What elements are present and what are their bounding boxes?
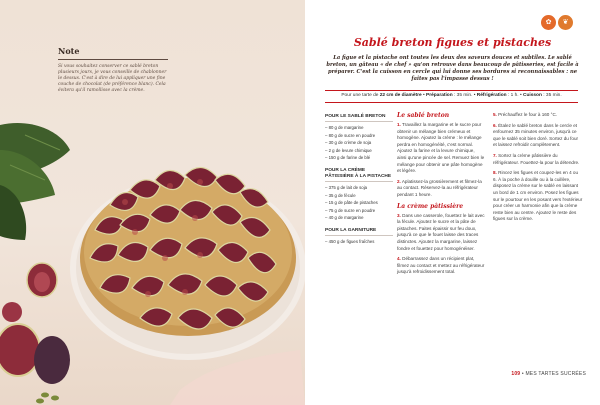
- cook-label: Cuisson: [522, 93, 542, 98]
- fig-leaves: [0, 123, 70, 240]
- info-separator: •: [518, 93, 523, 98]
- step-number: 1.: [397, 122, 401, 127]
- step-text: Rincez les figues et coupez-les en 4 ou 6. À la poche à douille ou à la cuillère, disposez la crème sur le sablé en laissant un bord de 1 cm environ. Posez les figues sur le pourtour en les posant vers l'extérieur pour créer un harmonie afin que la crème reste bien au centre. Ajoutez le reste des figues sur la crème.: [493, 170, 583, 222]
- step-5: [493, 112, 583, 119]
- ingredient-item: – 2 g de levure chimique: [325, 147, 372, 153]
- ingredient-item: – 40 g de margarine: [325, 215, 364, 221]
- step-4: [397, 256, 485, 276]
- page-footer: [511, 371, 586, 377]
- ingredient-group: [325, 114, 393, 162]
- prep-value: : 35 min.: [452, 93, 473, 98]
- step-text: Étalez le sablé breton dans le cercle et enfournez 35 minutes environ, jusqu'à ce que le sablé soit bien doré. Sortez du four et laissez refroidir complètement.: [493, 122, 579, 148]
- recipe-intro: La figue et la pistache ont toutes les deux des saveurs douces et subtiles. Le sablé breton, un gâteau « de chef » qu'on retrouve dans beaucoup de pâtisseries, est facile à préparer. C'est la cuisson en cercle qui lui donne ses bordures si reconnaissables : ne faites pas l'impasse dessus !: [326, 55, 579, 82]
- ingredient-group: [325, 228, 393, 246]
- step-number: 7.: [493, 152, 497, 158]
- right-page-recipe: [305, 0, 600, 405]
- step-text: Travaillez la margarine et le sucre pour obtenir un mélange bien crémeux et homogène. Ajoutez la crème : le mélange perdra en homogénéité, c'est normal. Ajoutez la farine et la levure chimique, ainsi qu'une pincée de sel. Remuez bien le mélange pour obtenir une pâte homogène et légère.: [397, 122, 485, 174]
- pistachios: [36, 393, 59, 404]
- ingredient-item: – 150 g de farine de blé: [325, 155, 371, 161]
- steps-column-1: [397, 112, 485, 280]
- ingredient-group-heading: POUR LE SABLÉ BRETON: [325, 114, 393, 122]
- step-8: [493, 170, 583, 223]
- step-number: 6.: [493, 122, 497, 128]
- steps-column-2: [493, 112, 583, 227]
- step-3: [397, 213, 485, 253]
- step-text: Préchauffez le four à 160 °C.: [496, 112, 558, 117]
- step-number: 2.: [397, 178, 401, 184]
- step-text: Débarrassez dans un récipient plat, filmez au contact et mettez au réfrigérateur jusqu'à refroidissement total.: [397, 256, 485, 275]
- info-separator: •: [472, 93, 477, 98]
- section-title-creme: La crème pâtissière: [397, 202, 464, 210]
- ingredient-item: – 80 g de sucre en poudre: [325, 132, 376, 138]
- serving-size: 22 cm de diamètre: [379, 93, 422, 98]
- step-6: [493, 123, 583, 149]
- recipe-title: Sablé breton figues et pistaches: [353, 36, 552, 49]
- ingredient-item: – 35 g de fécule: [325, 192, 356, 198]
- step-number: 5.: [493, 112, 497, 117]
- step-7: [493, 153, 583, 166]
- note-text: Si vous souhaitez conserver ce sablé breton plusieurs jours, je vous conseille de chablonner le dessus. C'est à dire de lui appliquer une fine couche de chocolat (de préférence blanc). Cela évitera qu'il ramollisse avec la crème.: [58, 64, 167, 93]
- serving-prefix: Pour une tarte de: [341, 93, 379, 98]
- note-title: Note: [58, 46, 80, 56]
- ingredient-item: – 30 g de crème de soja: [325, 140, 372, 146]
- step-1: [397, 122, 485, 175]
- step-2: [397, 179, 485, 199]
- note-box: [58, 46, 168, 94]
- step-text: Aplatissez-la grossièrement et filmez-la au contact. Réservez-la au réfrigérateur pendant 1 heure.: [397, 178, 482, 197]
- ingredient-item: – 75 g de sucre en poudre: [325, 207, 376, 213]
- note-divider: [58, 59, 168, 60]
- ingredients-list: [325, 114, 393, 252]
- ingredient-item: – 450 g de figues fraîches: [325, 238, 375, 244]
- page-number: 109: [511, 371, 521, 377]
- step-text: Sortez la crème pâtissière du réfrigérateur. Fouettez-la pour la détendre.: [493, 152, 580, 165]
- step-number: 8.: [493, 170, 497, 176]
- section-title-sable: Le sablé breton: [397, 112, 450, 119]
- step-text: Dans une casserole, fouettez le lait avec la fécule. Ajoutez le sucre et la pâte de pistaches. Faites épaissir sur feu doux, jusqu'à ce que le fouet laisse des traces distinctes. Ajoutez la margarine, laissez fondre et fouettez pour homogénéiser.: [397, 212, 485, 251]
- vegan-badge-icon: ✿: [541, 15, 556, 30]
- fridge-label: Réfrigération: [476, 93, 507, 98]
- prep-label: Préparation: [426, 93, 453, 98]
- ingredient-group-heading: POUR LA CRÈME PÂTISSIÈRE À LA PISTACHE: [325, 168, 393, 182]
- recipe-info-bar: [325, 90, 578, 103]
- footer-separator: •: [520, 371, 526, 377]
- step-number: 4.: [397, 256, 401, 262]
- fridge-value: : 1 h.: [506, 93, 519, 98]
- cook-value: : 35 min.: [541, 93, 562, 98]
- ingredient-item: – 80 g de margarine: [325, 125, 364, 130]
- info-separator: •: [421, 93, 426, 98]
- ingredient-item: – 375 g de lait de soja: [325, 184, 368, 190]
- ingredient-item: – 15 g de pâte de pistaches: [325, 200, 378, 206]
- footer-section: MES TARTES SUCRÉES: [525, 371, 586, 377]
- step-number: 3.: [397, 212, 401, 218]
- loose-figs: [0, 263, 70, 384]
- ingredient-group-heading: POUR LA GARNITURE: [325, 228, 393, 236]
- ingredient-group: [325, 168, 393, 222]
- maple-leaf-icon: ❦: [558, 15, 573, 30]
